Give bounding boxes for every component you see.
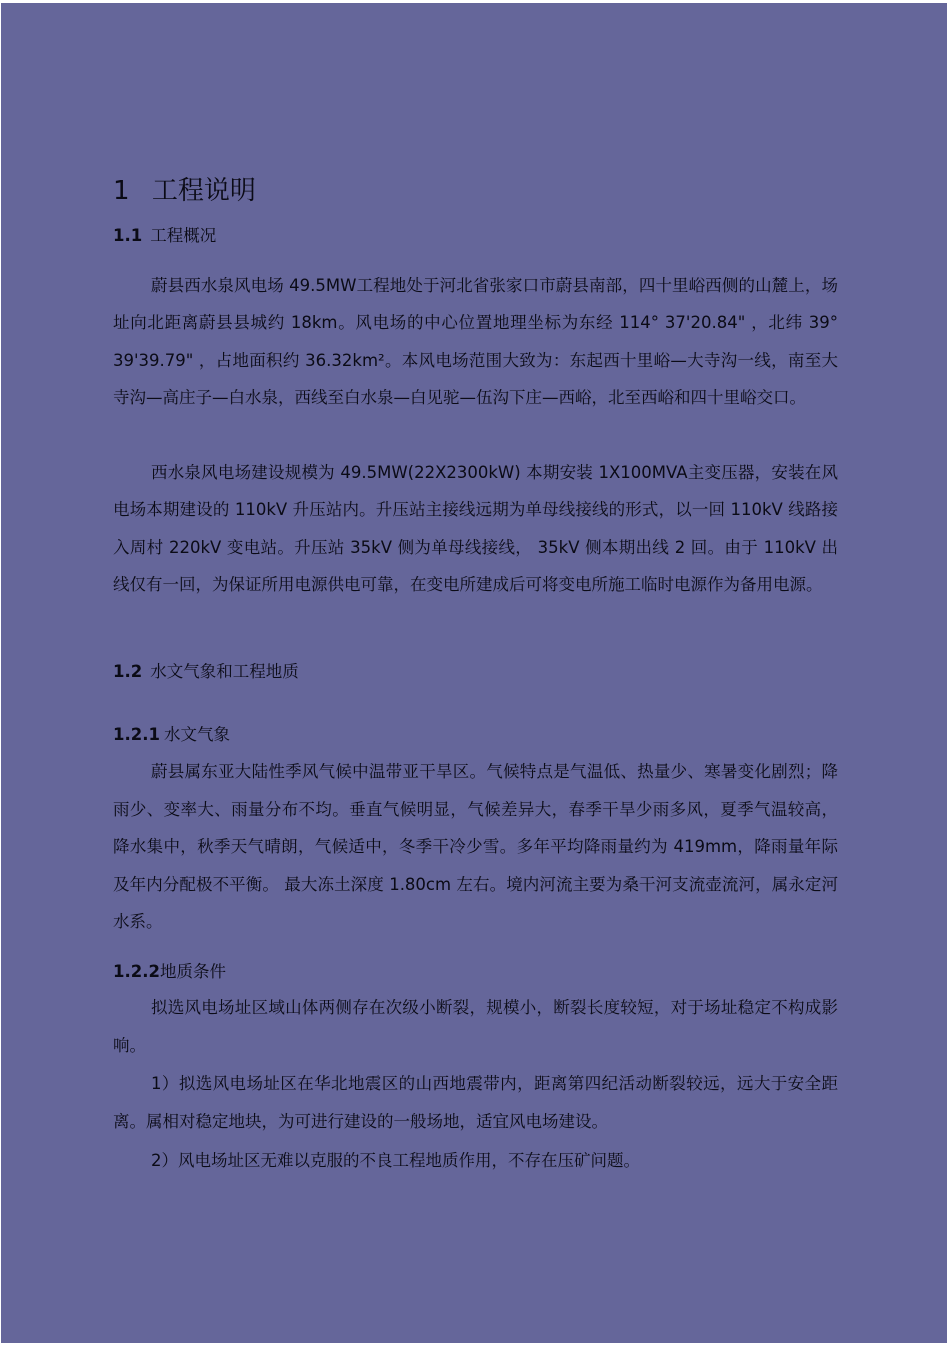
section-heading-1-2 (113, 659, 299, 685)
paragraph-geology-intro: 拟选风电场址区域山体两侧存在次级小断裂，规模小，断裂长度较短，对于场址稳定不构成影响。 (113, 998, 838, 1055)
chapter-number: 1 (113, 176, 130, 206)
section-title: 水文气象 (163, 725, 230, 744)
paragraph-project-location: 蔚县西水泉风电场 49.5MW工程地处于河北省张家口市蔚县南部，四十里峪西侧的山麓上，场址向北距离蔚县县城约 18km。风电场的中心位置地理坐标为东经 114° 37'20.84" ，北纬 39° 39'39.79" ，占地面积约 36.32km²。本风电场范围大致为：东起西十里峪—大寺沟一线，南至大寺沟—高庄子—白水泉，西线至白水泉—白见驼—伍沟下庄—西峪，北至西峪和四十里峪交口。 (113, 276, 838, 407)
paragraph-climate: 蔚县属东亚大陆性季风气候中温带亚干旱区。气候特点是气温低、热量少、寒暑变化剧烈；降雨少、变率大、雨量分布不均。垂直气候明显，气候差异大，春季干旱少雨多风，夏季气温较高，降水集中，秋季天气晴朗，气候适中，冬季干冷少雪。多年平均降雨量约为 419mm，降雨量年际及年内分配极不平衡。 最大冻土深度 1.80cm 左右。境内河流主要为桑干河支流壶流河，属永定河水系。 (113, 762, 838, 931)
section-number: 1.1 (113, 226, 143, 245)
document-page (1, 3, 947, 1343)
paragraph-project-scale: 西水泉风电场建设规模为 49.5MW(22X2300kW) 本期安装 1X100MVA主变压器，安装在风电场本期建设的 110kV 升压站内。升压站主接线远期为单母线接线的形式，以一回 110kV 线路接入周村 220kV 变电站。升压站 35kV 侧为单母线接线， 35kV 侧本期出线 2 回。由于 110kV 出线仅有一回，为保证所用电源供电可靠，在变电所建成后可将变电所施工临时电源作为备用电源。 (113, 463, 838, 594)
section-heading-1-2-2 (113, 959, 226, 985)
paragraph-geology-item-1: 1）拟选风电场址区在华北地震区的山西地震带内，距离第四纪活动断裂较远，远大于安全距离。属相对稳定地块，为可进行建设的一般场地，适宜风电场建设。 (113, 1074, 838, 1131)
section-number: 1.2 (113, 662, 143, 681)
section-number: 1.2.1 (113, 725, 160, 744)
section-heading-1-1 (113, 223, 216, 249)
paragraph-geology-item-2: 2）风电场址区无难以克服的不良工程地质作用，不存在压矿问题。 (151, 1151, 640, 1170)
section-number: 1.2.2 (113, 962, 160, 981)
section-title: 工程概况 (150, 226, 217, 245)
chapter-heading (113, 173, 256, 209)
section-heading-1-2-1 (113, 722, 230, 748)
chapter-title: 工程说明 (151, 176, 256, 206)
section-title: 地质条件 (159, 962, 226, 981)
section-title: 水文气象和工程地质 (150, 662, 299, 681)
